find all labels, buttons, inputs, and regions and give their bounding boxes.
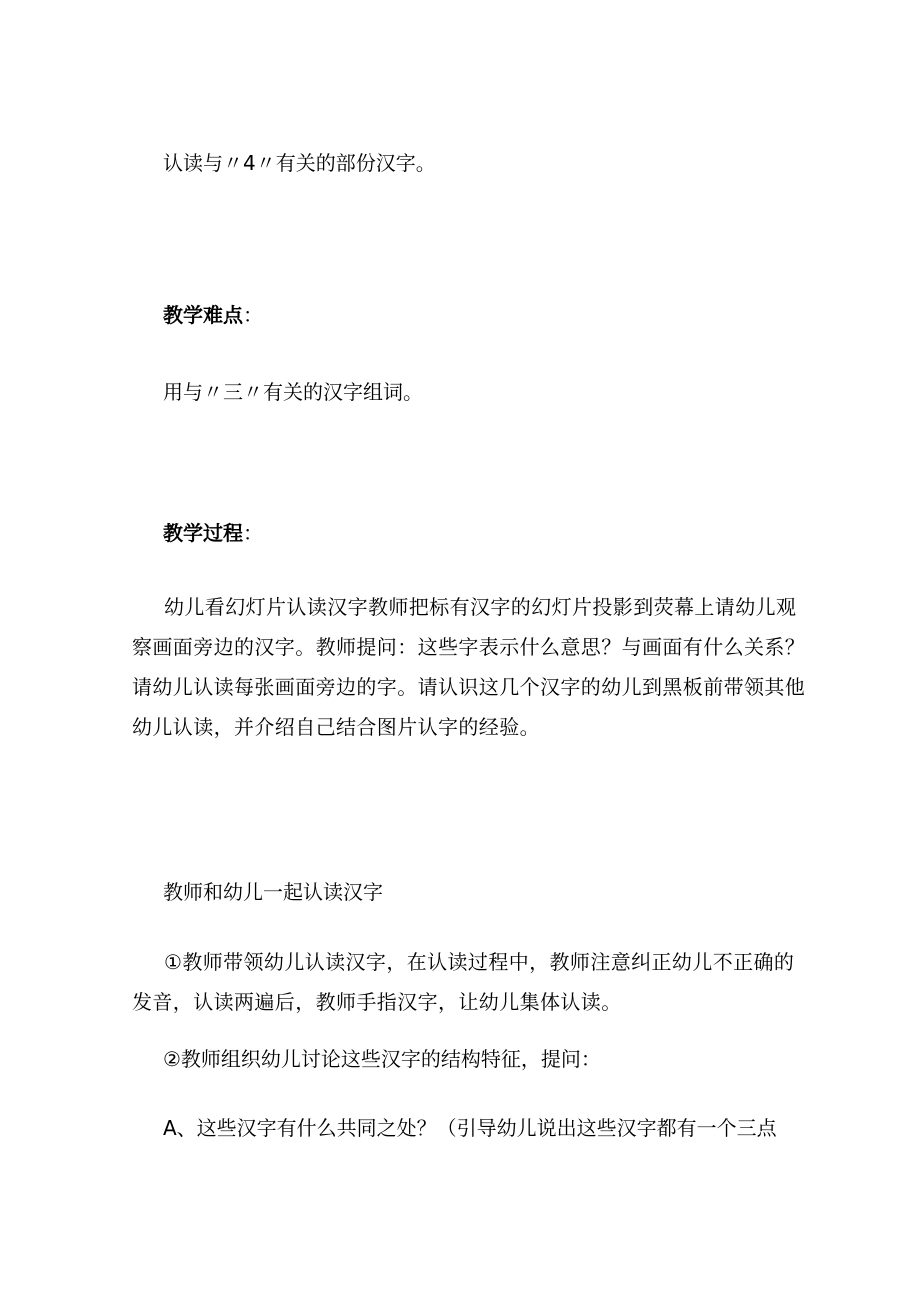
process-paragraph: 幼儿看幻灯片认读汉字教师把标有汉字的幻灯片投影到荧幕上请幼儿观察画面旁边的汉字。教师提问：这些字表示什么意思？与画面有什么关系？请幼儿认读每张画面旁边的字。请认识这几个汉字的幼儿到黑板前带领其他幼儿认读，并介绍自己结合图片认字的经验。 (132, 595, 806, 739)
subsection-title: 教师和幼儿一起认读汉字 (163, 880, 383, 904)
question-a-paragraph: A、这些汉字有什么共同之处？（引导幼儿说出这些汉字都有一个三点 (163, 1116, 777, 1140)
difficulty-text: 用与〃三〃有关的汉字组词。 (163, 380, 423, 404)
objective-line: 认读与〃4〃有关的部份汉字。 (163, 151, 436, 175)
step-1-paragraph: ①教师带领幼儿认读汉字，在认读过程中，教师注意纠正幼儿不正确的发音，认读两遍后，教师手指汉字，让幼儿集体认读。 (132, 950, 795, 1014)
difficulty-heading-colon: ： (243, 303, 263, 327)
difficulty-heading-term: 教学难点 (163, 303, 243, 327)
process-heading-term: 教学过程 (163, 521, 243, 545)
difficulty-heading (163, 302, 263, 328)
step-2-paragraph: ②教师组织幼儿讨论这些汉字的结构特征，提问： (163, 1047, 601, 1071)
process-heading (163, 520, 263, 546)
process-heading-colon: ： (243, 521, 263, 545)
